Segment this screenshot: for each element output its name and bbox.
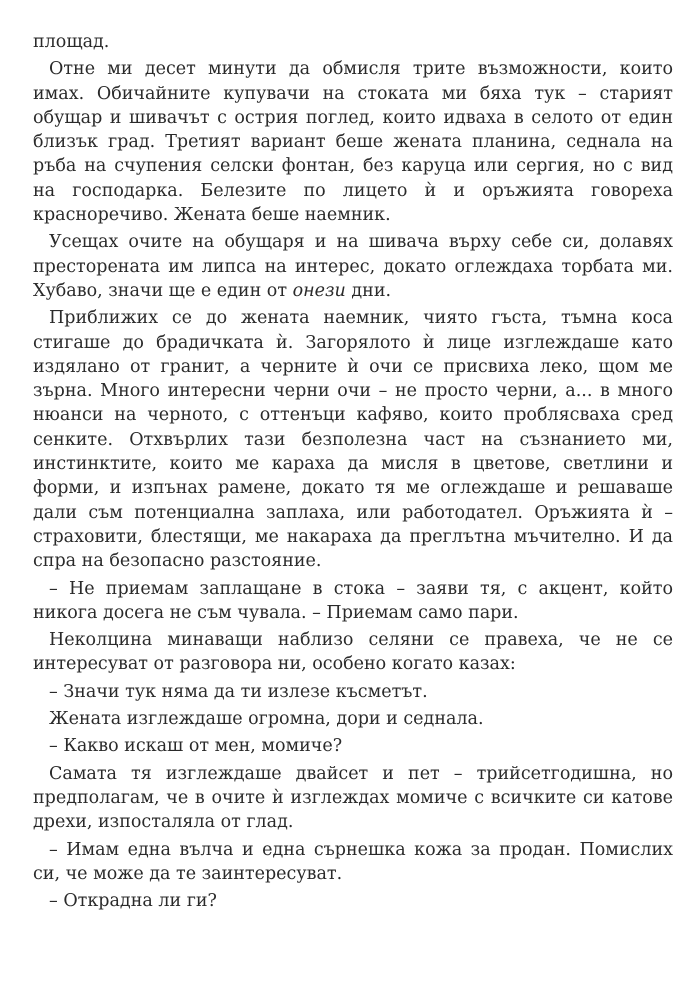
dialogue-line: – Имам една вълча и една сърнешка кожа за продан. Помислих си, че може да те заинтересуват.	[33, 839, 673, 884]
emphasized-word: онези	[292, 280, 346, 301]
paragraph: Приближих се до жената наемник, чиято гъста, тъмна коса стигаше до брадичката ѝ. Загорялото ѝ лице изглеждаше като издялано от гранит, а черните ѝ очи се присвиха леко, щом ме зърна. Много интересни черни очи – не просто черни, а... в много нюанси на черното, с оттенъци кафяво, които проблясваха сред сенките. Отхвърлих тази безполезна част на съзнанието ми, инстинктите, които ме караха да мисля в цветове, светлини и форми, и изпънах рамене, докато тя ме оглеждаше и решаваше дали съм потенциална заплаха, или работодател. Оръжията ѝ – страховити, блестящи, ме накараха да преглътна мъчително. И да спра на безопасно разстояние.	[33, 308, 673, 572]
book-page	[33, 30, 673, 916]
paragraph: Жената изглеждаше огромна, дори и седнала.	[49, 709, 484, 730]
paragraph-text: Усещах очите на обущаря и на шивача върху себе си, долавях престорената им липса на интерес, докато оглеждаха торбата ми. Хубаво, значи ще е един от	[33, 232, 673, 301]
paragraph-text: дни.	[345, 280, 392, 301]
paragraph: Самата тя изглеждаше двайсет и пет – трийсетгодишна, но предполагам, че в очите ѝ изглеждах момиче с всичките си катове дрехи, изпосталяла от глад.	[33, 763, 673, 833]
dialogue-line: – Открадна ли ги?	[49, 891, 217, 912]
paragraph: Неколцина минаващи наблизо селяни се правеха, че не се интересуват от разговора ни, особено когато казах:	[33, 630, 673, 675]
paragraph: Отне ми десет минути да обмисля трите възможности, които имах. Обичайните купувачи на стоката ми бяха тук – старият обущар и шивачът с острия поглед, които идваха в селото от един близък град. Третият вариант беше жената планина, седнала на ръба на счупения селски фонтан, без каруца или сергия, но с вид на господарка. Белезите по лицето ѝ и оръжията говореха красноречиво. Жената беше наемник.	[33, 59, 673, 226]
paragraph-continuation: площад.	[33, 32, 110, 52]
paragraph	[33, 230, 673, 303]
dialogue-line: – Значи тук няма да ти излезе късметът.	[49, 681, 428, 702]
dialogue-line: – Какво искаш от мен, момиче?	[49, 736, 343, 757]
dialogue-line: – Не приемам заплащане в стока – заяви тя, с акцент, който никога досега не съм чувала. – Приемам само пари.	[33, 578, 673, 623]
